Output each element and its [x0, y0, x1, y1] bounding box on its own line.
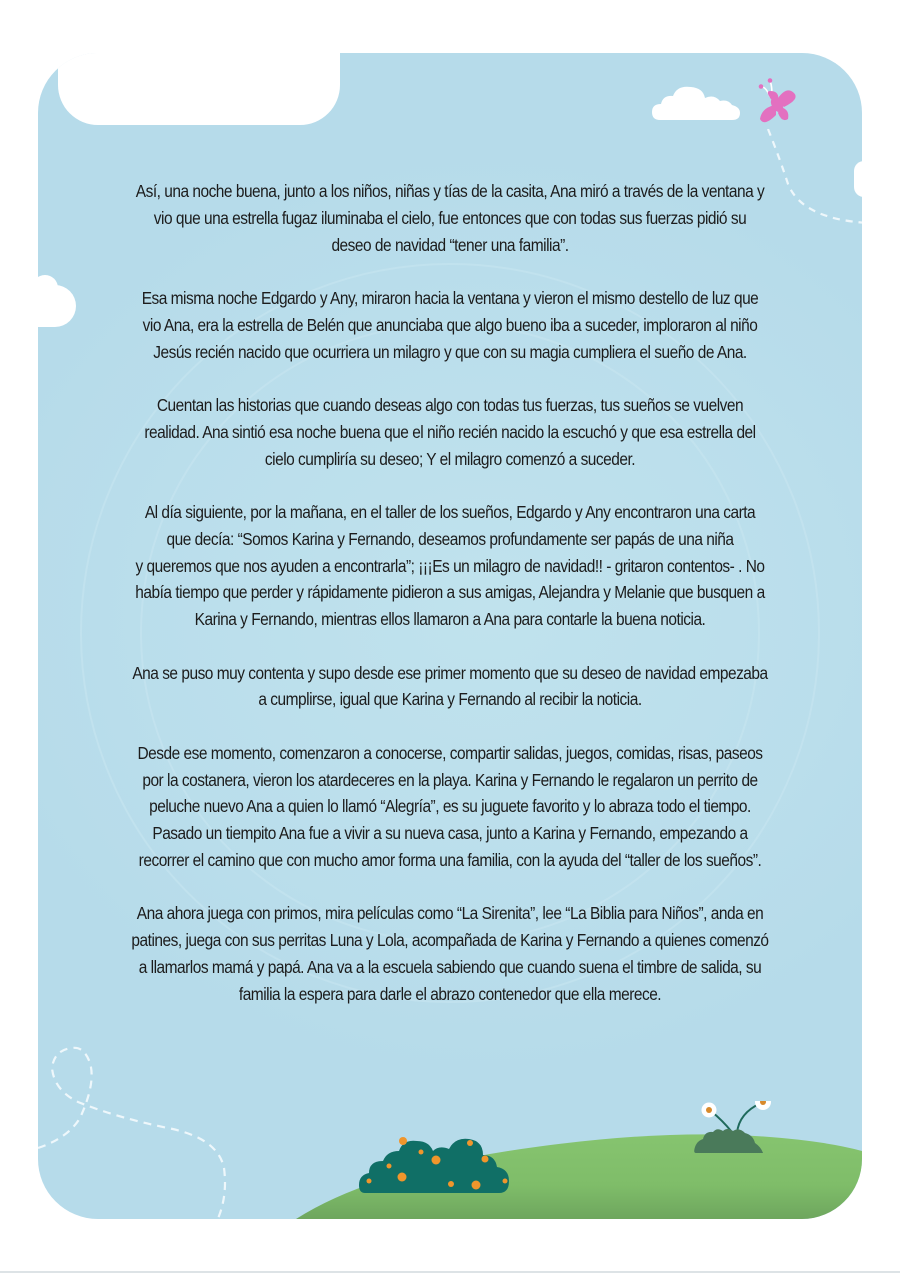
text-line: Al día siguiente, por la mañana, en el taller de los sueños, Edgardo y Any encontraron una carta: [144, 501, 756, 522]
text-line: había tiempo que perder y rápidamente pidieron a sus amigas, Alejandra y Melanie que busquen a: [135, 582, 765, 603]
paragraph: [90, 392, 810, 472]
story-page-card: [38, 53, 862, 1219]
paragraph: [90, 660, 810, 714]
text-line: a cumplirse, igual que Karina y Fernando al recibir la noticia.: [258, 689, 642, 710]
text-line: patines, juega con sus perritas Luna y Lola, acompañada de Karina y Fernando a quienes comenzó: [131, 930, 769, 951]
butterfly-icon: [748, 77, 808, 137]
story-text: [126, 178, 774, 1034]
bush-icon: [359, 1135, 509, 1195]
text-line: Ana se puso muy contenta y supo desde ese primer momento que su deseo de navidad empezaba: [132, 662, 768, 683]
text-line: Cuentan las historias que cuando deseas algo con todas tus fuerzas, tus sueños se vuelven: [156, 394, 744, 415]
text-line: peluche nuevo Ana a quien lo llamó “Alegría”, es su juguete favorito y lo abraza todo el tiempo.: [149, 796, 751, 817]
text-line: Desde ese momento, comenzaron a conocerse, compartir salidas, juegos, comidas, risas, paseos: [137, 742, 763, 763]
text-line: deseo de navidad “tener una familia”.: [331, 234, 569, 255]
text-line: Karina y Fernando, mientras ellos llamaron a Ana para contarle la buena noticia.: [194, 609, 706, 630]
paragraph: [90, 499, 810, 633]
text-line: vio Ana, era la estrella de Belén que anunciaba que algo bueno iba a suceder, imploraron al niño: [142, 314, 758, 335]
daisy-flower-icon: [693, 1101, 783, 1153]
paragraph: [90, 740, 810, 874]
text-line: Así, una noche buena, junto a los niños, niñas y tías de la casita, Ana miró a través de la ventana y: [135, 181, 765, 201]
text-line: Esa misma noche Edgardo y Any, miraron hacia la ventana y vieron el mismo destello de luz que: [141, 287, 759, 308]
paragraph: [90, 900, 810, 1007]
text-line: a llamarlos mamá y papá. Ana va a la escuela sabiendo que cuando suena el timbre de salida, su: [138, 956, 762, 977]
cloud-icon: [58, 53, 340, 125]
text-line: que decía: “Somos Karina y Fernando, deseamos profundamente ser papás de una niña: [166, 528, 734, 549]
cloud-icon: [38, 285, 76, 327]
cloud-icon: [652, 85, 740, 121]
paragraph: [90, 285, 810, 365]
text-line: vio que una estrella fugaz iluminaba el cielo, fue entonces que con todas sus fuerzas pidió su: [153, 207, 747, 228]
text-line: Ana ahora juega con primos, mira películas como “La Sirenita”, lee “La Biblia para Niños”, anda en: [136, 903, 764, 924]
text-line: Pasado un tiempito Ana fue a vivir a su nueva casa, junto a Karina y Fernando, empezando a: [152, 823, 748, 844]
text-line: familia la espera para darle el abrazo contenedor que ella merece.: [238, 983, 662, 1004]
text-line: por la costanera, vieron los atardeceres en la playa. Karina y Fernando le regalaron un perrito de: [142, 769, 758, 790]
text-line: cielo cumpliría su deseo; Y el milagro comenzó a suceder.: [264, 448, 636, 469]
text-line: realidad. Ana sintió esa noche buena que el niño recién nacido la escuchó y que esa estrella del: [144, 421, 756, 442]
text-line: Jesús recién nacido que ocurriera un milagro y que con su magia cumpliera el sueño de Ana.: [153, 341, 747, 362]
text-line: y queremos que nos ayuden a encontrarla”; ¡¡¡Es un milagro de navidad!! - gritaron contentos- . No: [135, 555, 765, 576]
paragraph: [90, 178, 810, 258]
text-line: recorrer el camino que con mucho amor forma una familia, con la ayuda del “taller de los sueños”.: [138, 849, 762, 870]
